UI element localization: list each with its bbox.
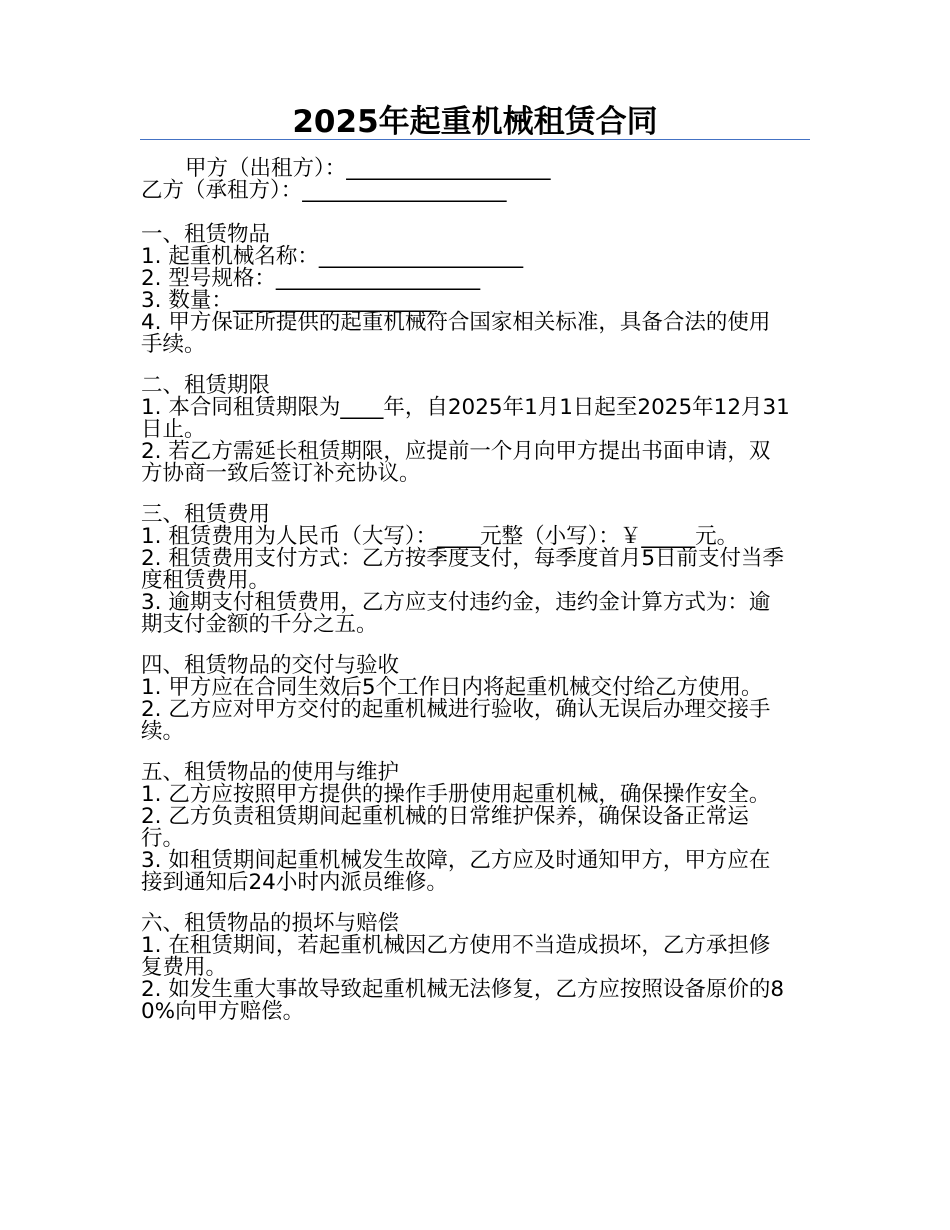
section-item: 1. 甲方应在合同生效后5个工作日内将起重机械交付给乙方使用。 bbox=[141, 675, 763, 700]
contract-body bbox=[141, 158, 791, 1023]
party-b-line: 乙方（承租方）：___________________ bbox=[141, 178, 507, 203]
section-item: 1. 乙方应按照甲方提供的操作手册使用起重机械，确保操作安全。 bbox=[141, 782, 771, 807]
section-heading: 六、租赁物品的损坏与赔偿 bbox=[141, 911, 400, 936]
section-item: 1. 本合同租赁期限为____年，自2025年1月1日起至2025年12月31日止。 bbox=[141, 395, 790, 442]
section-heading: 四、租赁物品的交付与验收 bbox=[141, 653, 400, 678]
title-underline bbox=[140, 139, 810, 140]
party-a-line: 甲方（出租方）：___________________ bbox=[185, 156, 551, 181]
section-heading: 二、租赁期限 bbox=[141, 373, 271, 398]
section-item: 1. 在租赁期间，若起重机械因乙方使用不当造成损坏，乙方承担修复费用。 bbox=[141, 933, 771, 980]
section-item: 2. 如发生重大事故导致起重机械无法修复，乙方应按照设备原价的80%向甲方赔偿。 bbox=[141, 977, 785, 1024]
section-item: 3. 逾期支付租赁费用，乙方应支付违约金，违约金计算方式为：逾期支付金额的千分之五。 bbox=[141, 590, 771, 637]
section-heading: 一、租赁物品 bbox=[141, 222, 271, 247]
section-item: 3. 如租赁期间起重机械发生故障，乙方应及时通知甲方，甲方应在接到通知后24小时内派员维修。 bbox=[141, 848, 771, 895]
document-title: 2025年起重机械租赁合同 bbox=[292, 104, 658, 140]
section-item: 1. 租赁费用为人民币（大写）：____元整（小写）：￥_____元。 bbox=[141, 524, 739, 549]
section-item: 2. 型号规格：___________________ bbox=[141, 266, 481, 291]
section-item: 1. 起重机械名称：___________________ bbox=[141, 244, 524, 269]
section-item: 4. 甲方保证所提供的起重机械符合国家相关标准，具备合法的使用手续。 bbox=[141, 310, 771, 357]
section-item: 2. 乙方负责租赁期间起重机械的日常维护保养，确保设备正常运行。 bbox=[141, 804, 749, 851]
section-heading: 三、租赁费用 bbox=[141, 502, 271, 527]
section-item: 2. 租赁费用支付方式：乙方按季度支付，每季度首月5日前支付当季度租赁费用。 bbox=[141, 546, 785, 593]
section-heading: 五、租赁物品的使用与维护 bbox=[141, 760, 400, 785]
section-item: 2. 乙方应对甲方交付的起重机械进行验收，确认无误后办理交接手续。 bbox=[141, 697, 771, 744]
section-item: 2. 若乙方需延长租赁期限，应提前一个月向甲方提出书面申请，双方协商一致后签订补充协议。 bbox=[141, 439, 771, 486]
section-item: 3. 数量：___________________ bbox=[141, 288, 438, 313]
spacer bbox=[141, 202, 791, 224]
